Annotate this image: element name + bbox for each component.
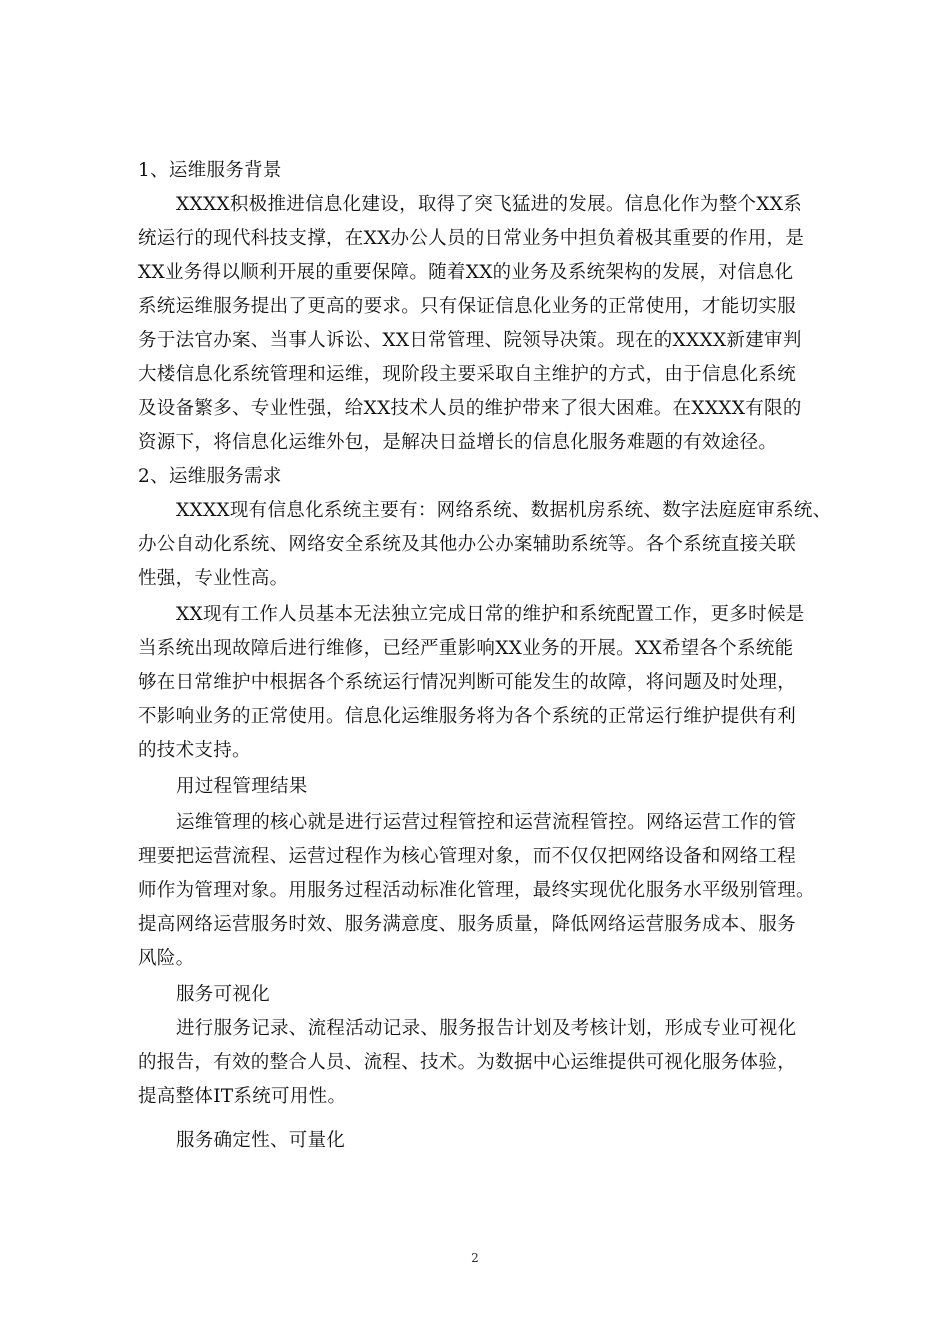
paragraph-line: 不影响业务的正常使用。信息化运维服务将为各个系统的正常运行维护提供有利 — [138, 706, 797, 727]
paragraph-line: 及设备繁多、专业性强，给XX技术人员的维护带来了很大困难。在XXXX有限的 — [138, 398, 802, 419]
paragraph-line: 资源下，将信息化运维外包，是解决日益增长的信息化服务难题的有效途径。 — [138, 432, 778, 453]
paragraph-line: 统运行的现代科技支撑，在XX办公人员的日常业务中担负着极其重要的作用，是 — [138, 228, 805, 249]
paragraph-line: 够在日常维护中根据各个系统运行情况判断可能发生的故障，将问题及时处理， — [138, 672, 797, 693]
paragraph-line: 大楼信息化系统管理和运维，现阶段主要采取自主维护的方式，由于信息化系统 — [138, 364, 797, 385]
subheading-service-quantification: 服务确定性、可量化 — [176, 1130, 346, 1151]
paragraph-line: 风险。 — [138, 948, 195, 969]
paragraph-line: 务于法官办案、当事人诉讼、XX日常管理、院领导决策。现在的XXXX新建审判 — [138, 330, 802, 351]
section-heading-requirements: 2、运维服务需求 — [138, 466, 282, 487]
paragraph-line: 师作为管理对象。用服务过程活动标准化管理，最终实现优化服务水平级别管理。 — [138, 880, 815, 901]
page-number: 2 — [471, 1251, 479, 1265]
paragraph-line: XX业务得以顺利开展的重要保障。随着XX的业务及系统架构的发展，对信息化 — [138, 262, 794, 283]
paragraph-line: 进行服务记录、流程活动记录、服务报告计划及考核计划，形成专业可视化 — [176, 1018, 797, 1039]
paragraph-line: 提高网络运营服务时效、服务满意度、服务质量，降低网络运营服务成本、服务 — [138, 914, 797, 935]
section-heading-background: 1、运维服务背景 — [138, 160, 282, 181]
subheading-process-management: 用过程管理结果 — [176, 776, 308, 797]
paragraph-line: 的技术支持。 — [138, 740, 251, 761]
paragraph-line: XX现有工作人员基本无法独立完成日常的维护和系统配置工作，更多时候是 — [176, 604, 805, 625]
paragraph-line: 性强，专业性高。 — [138, 568, 289, 589]
paragraph-line: XXXX积极推进信息化建设，取得了突飞猛进的发展。信息化作为整个XX系 — [176, 194, 803, 215]
paragraph-line: 办公自动化系统、网络安全系统及其他办公办案辅助系统等。各个系统直接关联 — [138, 534, 797, 555]
paragraph-line: 运维管理的核心就是进行运营过程管控和运营流程管控。网络运营工作的管 — [176, 812, 797, 833]
paragraph-line: XXXX现有信息化系统主要有：网络系统、数据机房系统、数字法庭庭审系统、 — [176, 500, 832, 521]
paragraph-line: 系统运维服务提出了更高的要求。只有保证信息化业务的正常使用，才能切实服 — [138, 296, 797, 317]
paragraph-line: 提高整体IT系统可用性。 — [138, 1086, 347, 1107]
paragraph-line: 的报告，有效的整合人员、流程、技术。为数据中心运维提供可视化服务体验， — [138, 1052, 797, 1073]
paragraph-line: 理要把运营流程、运营过程作为核心管理对象，而不仅仅把网络设备和网络工程 — [138, 846, 797, 867]
subheading-service-visualization: 服务可视化 — [176, 984, 271, 1005]
paragraph-line: 当系统出现故障后进行维修，已经严重影响XX业务的开展。XX希望各个系统能 — [138, 638, 794, 659]
